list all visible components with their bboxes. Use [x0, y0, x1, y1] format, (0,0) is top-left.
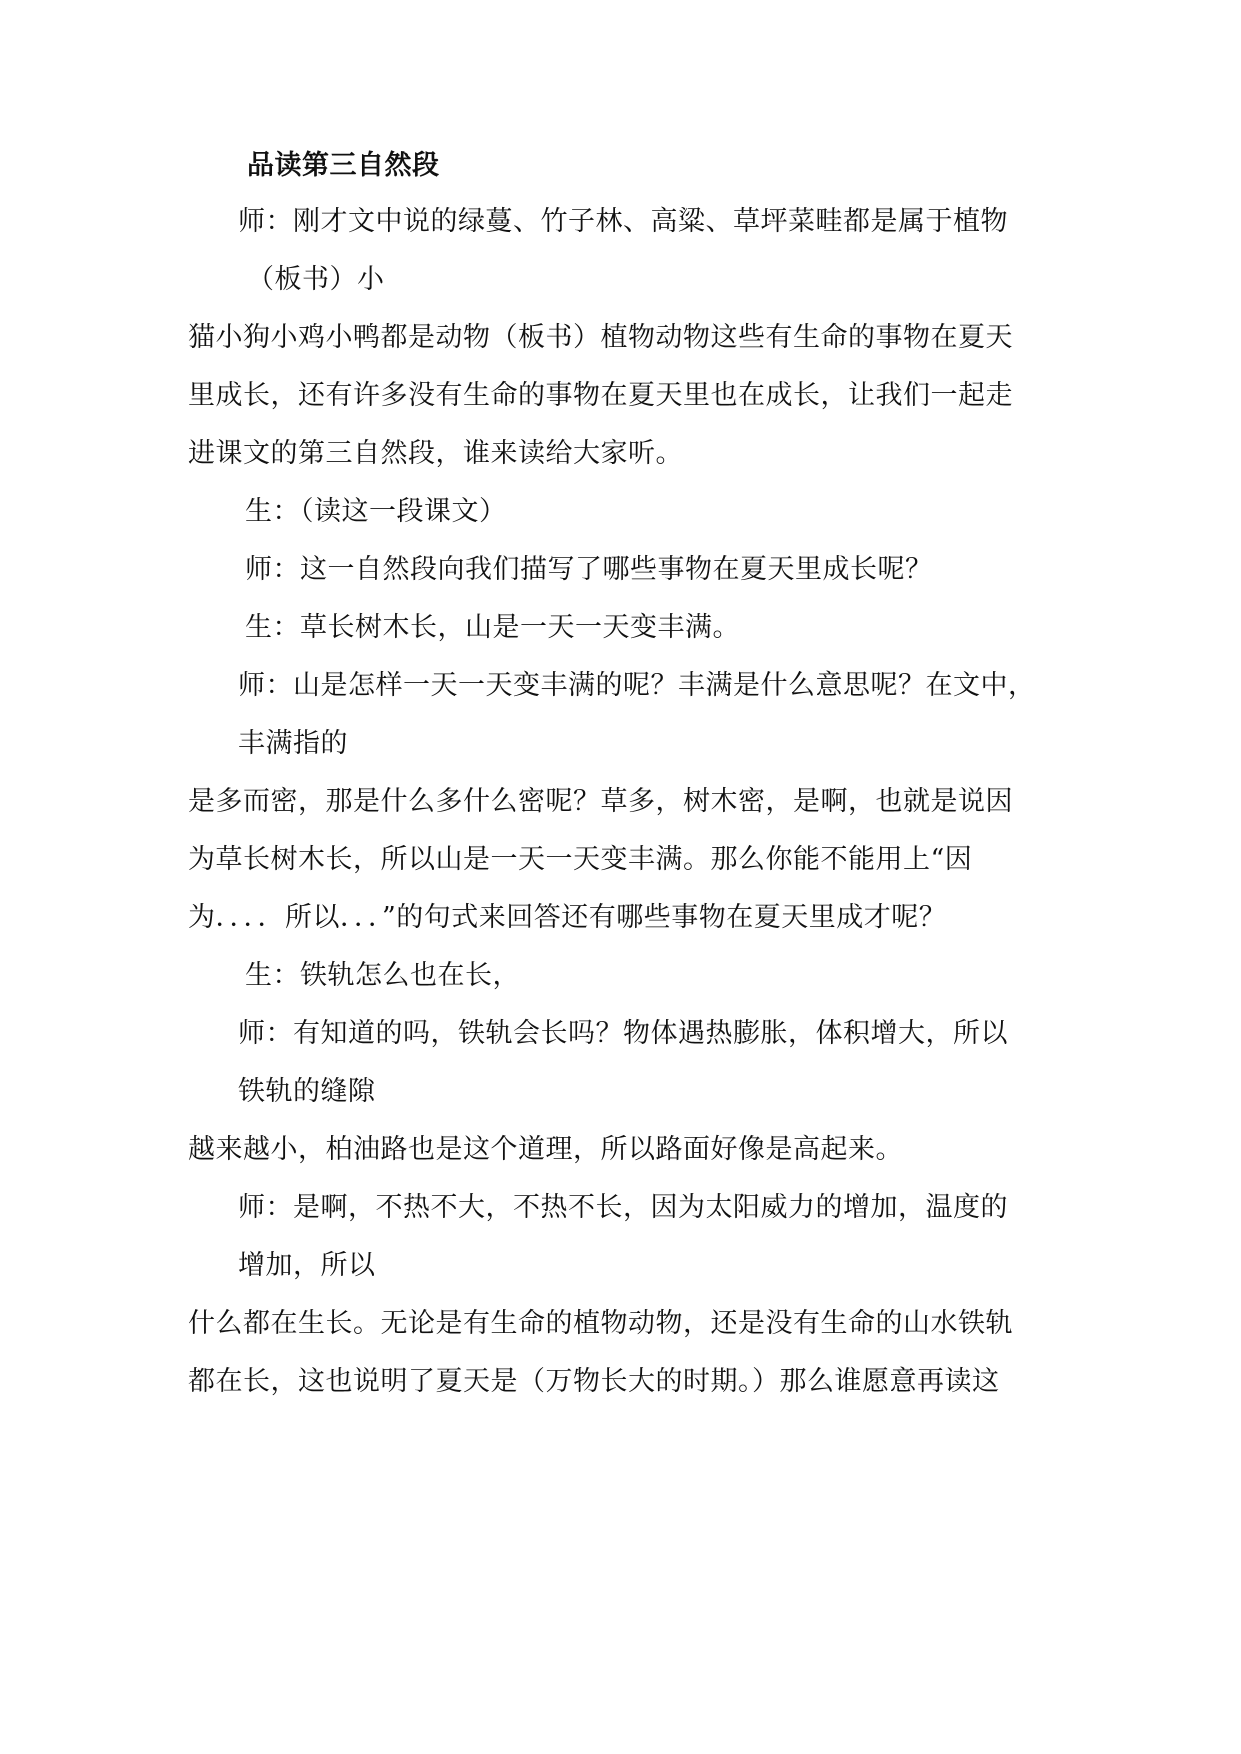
paragraph-line: 增加，所以 — [238, 1250, 376, 1281]
paragraph-line: 师：山是怎样一天一天变丰满的呢？丰满是什么意思呢？在文中， — [238, 670, 1036, 701]
paragraph-line: 师：这一自然段向我们描写了哪些事物在夏天里成长呢？ — [245, 554, 933, 585]
paragraph-line: 师：是啊，不热不大，不热不长，因为太阳威力的增加，温度的 — [238, 1192, 1008, 1223]
paragraph-line: 为草长树木长，所以山是一天一天变丰满。那么你能不能用上“因 — [188, 844, 973, 875]
paragraph-line: 越来越小，柏油路也是这个道理，所以路面好像是高起来。 — [188, 1134, 903, 1165]
paragraph-line: 是多而密，那是什么多什么密呢？草多，树木密，是啊，也就是说因 — [188, 786, 1013, 817]
paragraph-line: 里成长，还有许多没有生命的事物在夏天里也在成长，让我们一起走 — [188, 380, 1013, 411]
paragraph-line: 进课文的第三自然段，谁来读给大家听。 — [188, 438, 683, 469]
paragraph-line: 铁轨的缝隙 — [238, 1076, 376, 1107]
paragraph-line: （板书）小 — [247, 264, 385, 295]
paragraph-line: 师：刚才文中说的绿蔓、竹子林、高粱、草坪菜畦都是属于植物 — [238, 206, 1008, 237]
paragraph-line: 生：草长树木长，山是一天一天变丰满。 — [245, 612, 740, 643]
paragraph-line: 丰满指的 — [238, 728, 348, 759]
paragraph-line: 师：有知道的吗，铁轨会长吗？物体遇热膨胀，体积增大，所以 — [238, 1018, 1008, 1049]
paragraph-line: 为．．．．所以．．．”的句式来回答还有哪些事物在夏天里成才呢？ — [188, 902, 947, 933]
paragraph-line: 都在长，这也说明了夏天是（万物长大的时期。）那么谁愿意再读这 — [188, 1366, 1000, 1397]
paragraph-line: 什么都在生长。无论是有生命的植物动物，还是没有生命的山水铁轨 — [188, 1308, 1013, 1339]
paragraph-line: 猫小狗小鸡小鸭都是动物（板书）植物动物这些有生命的事物在夏天 — [188, 322, 1013, 353]
section-heading: 品读第三自然段 — [247, 150, 440, 181]
paragraph-line: 生：铁轨怎么也在长， — [245, 960, 520, 991]
paragraph-line: 生：（读这一段课文） — [245, 496, 507, 527]
